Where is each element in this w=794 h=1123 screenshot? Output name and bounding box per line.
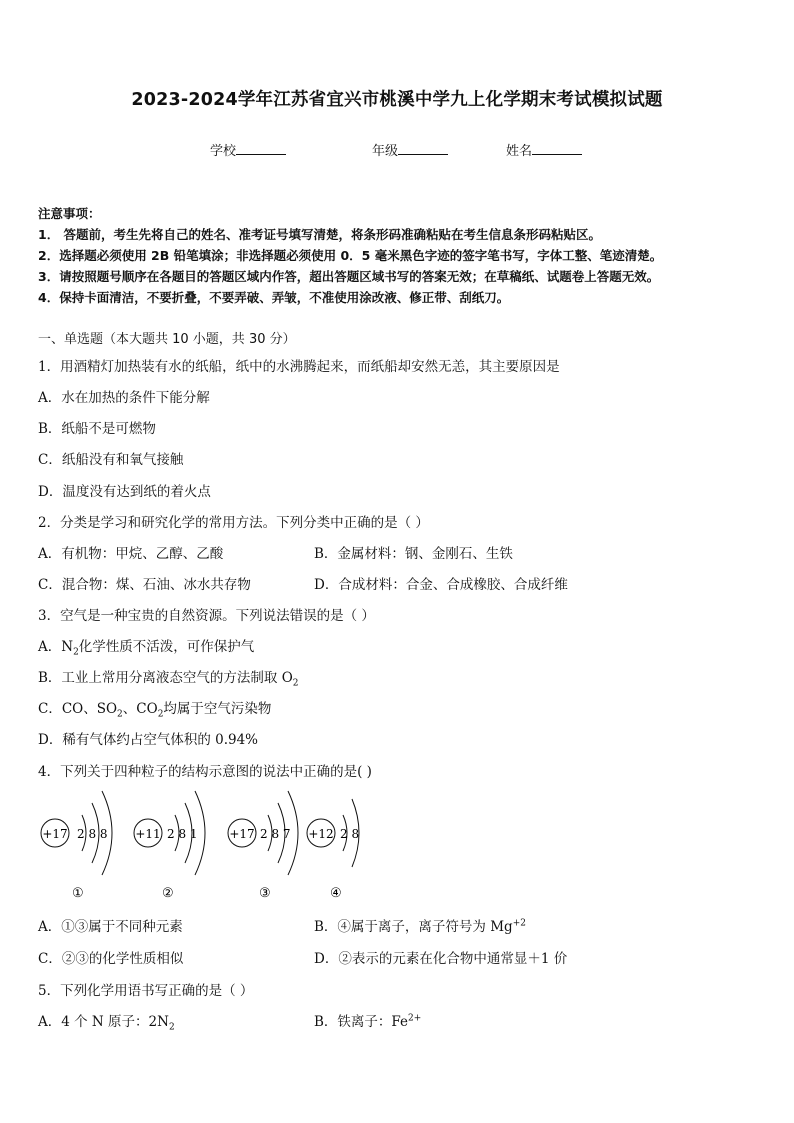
q1-option-c[interactable]: C．纸船没有和氧气接触	[38, 452, 184, 468]
atom-4-nucleus: +12	[308, 827, 334, 841]
atom-1-label: ①	[72, 886, 84, 901]
q3-stem: 3．空气是一种宝贵的自然资源。下列说法错误的是（ ）	[38, 608, 375, 624]
q1-stem: 1．用酒精灯加热装有水的纸船，纸中的水沸腾起来，而纸船却安然无恙，其主要原因是	[38, 359, 560, 375]
q5-stem: 5．下列化学用语书写正确的是（ ）	[38, 983, 254, 999]
q4-option-c[interactable]: C．②③的化学性质相似	[38, 951, 184, 967]
notice-item-2: 2．选择题必须使用 2B 铅笔填涂；非选择题必须使用 0．5 毫米黑色字迹的签字笔书写，字体工整、笔迹清楚。	[38, 248, 663, 263]
notice-item-1: 1． 答题前，考生先将自己的姓名、准考证号填写清楚，将条形码准确粘贴在考生信息条形码粘贴区。	[38, 227, 602, 242]
page-title: 2023-2024学年江苏省宜兴市桃溪中学九上化学期末考试模拟试题	[131, 90, 663, 110]
q2-option-d[interactable]: D．合成材料：合金、合成橡胶、合成纤维	[314, 577, 568, 593]
atom-3-label: ③	[259, 886, 271, 901]
atom-1-nucleus: +17	[42, 827, 68, 841]
atom-2-shells: 2 8 1	[167, 827, 198, 841]
grade-label: 年级	[372, 144, 399, 159]
atom-diagram-3	[228, 791, 298, 901]
section-heading: 一、单选题（本大题共 10 小题，共 30 分）	[38, 332, 296, 347]
q2-stem: 2．分类是学习和研究化学的常用方法。下列分类中正确的是（ ）	[38, 515, 429, 531]
notice-item-3: 3．请按照题号顺序在各题目的答题区域内作答，超出答题区域书写的答案无效；在草稿纸、试题卷上答题无效。	[38, 269, 660, 284]
q4-option-a[interactable]: A．①③属于不同种元素	[38, 919, 183, 935]
atom-3-shells: 2 8 7	[260, 827, 291, 841]
notice-heading: 注意事项：	[38, 206, 101, 221]
atom-2-nucleus: +11	[135, 827, 161, 841]
q5-option-b[interactable]: B．铁离子：$Fe^{2+}$	[314, 1013, 422, 1030]
q1-option-d[interactable]: D．温度没有达到纸的着火点	[38, 484, 211, 500]
name-field[interactable]	[506, 140, 582, 159]
q4-stem: 4．下列关于四种粒子的结构示意图的说法中正确的是( )	[38, 764, 372, 780]
q3-option-a[interactable]: A．$N_2$化学性质不活泼，可作保护气	[38, 639, 255, 658]
atom-diagram-2	[134, 791, 205, 901]
school-label: 学校	[210, 144, 237, 159]
school-blank[interactable]	[236, 142, 286, 155]
name-blank[interactable]	[532, 142, 582, 155]
atom-2-label: ②	[162, 886, 174, 901]
q3-option-b[interactable]: B．工业上常用分离液态空气的方法制取 $O_2$	[38, 670, 299, 689]
atom-structure-diagrams	[30, 785, 390, 905]
atom-1-shells: 2 8 8	[77, 827, 108, 841]
q3-option-c[interactable]: C．CO、$SO_2$、$CO_2$均属于空气污染物	[38, 701, 272, 720]
atom-4-label: ④	[330, 886, 342, 901]
q2-option-a[interactable]: A．有机物：甲烷、乙醇、乙酸	[38, 546, 224, 562]
grade-field[interactable]	[372, 140, 448, 159]
atom-diagram-4	[307, 799, 359, 901]
q5-option-a[interactable]: A．4 个 N 原子：$2N_2$	[38, 1014, 175, 1033]
atom-diagram-1	[41, 791, 112, 901]
q3-option-d[interactable]: D．稀有气体约占空气体积的 0.94%	[38, 732, 259, 748]
q1-option-a[interactable]: A．水在加热的条件下能分解	[38, 390, 210, 406]
atom-3-nucleus: +17	[229, 827, 255, 841]
q2-option-b[interactable]: B．金属材料：钢、金刚石、生铁	[314, 546, 513, 562]
q4-option-d[interactable]: D．②表示的元素在化合物中通常显＋1 价	[314, 951, 568, 967]
notice-item-4: 4．保持卡面清洁，不要折叠，不要弄破、弄皱，不准使用涂改液、修正带、刮纸刀。	[38, 290, 510, 305]
name-label: 姓名	[506, 144, 533, 159]
atom-4-shells: 2 8	[340, 827, 360, 841]
q4-option-b[interactable]: B．④属于离子，离子符号为 $Mg^{+2}$	[314, 918, 526, 935]
q1-option-b[interactable]: B．纸船不是可燃物	[38, 421, 156, 437]
grade-blank[interactable]	[398, 142, 448, 155]
q2-option-c[interactable]: C．混合物：煤、石油、冰水共存物	[38, 577, 251, 593]
school-field[interactable]	[210, 140, 286, 159]
